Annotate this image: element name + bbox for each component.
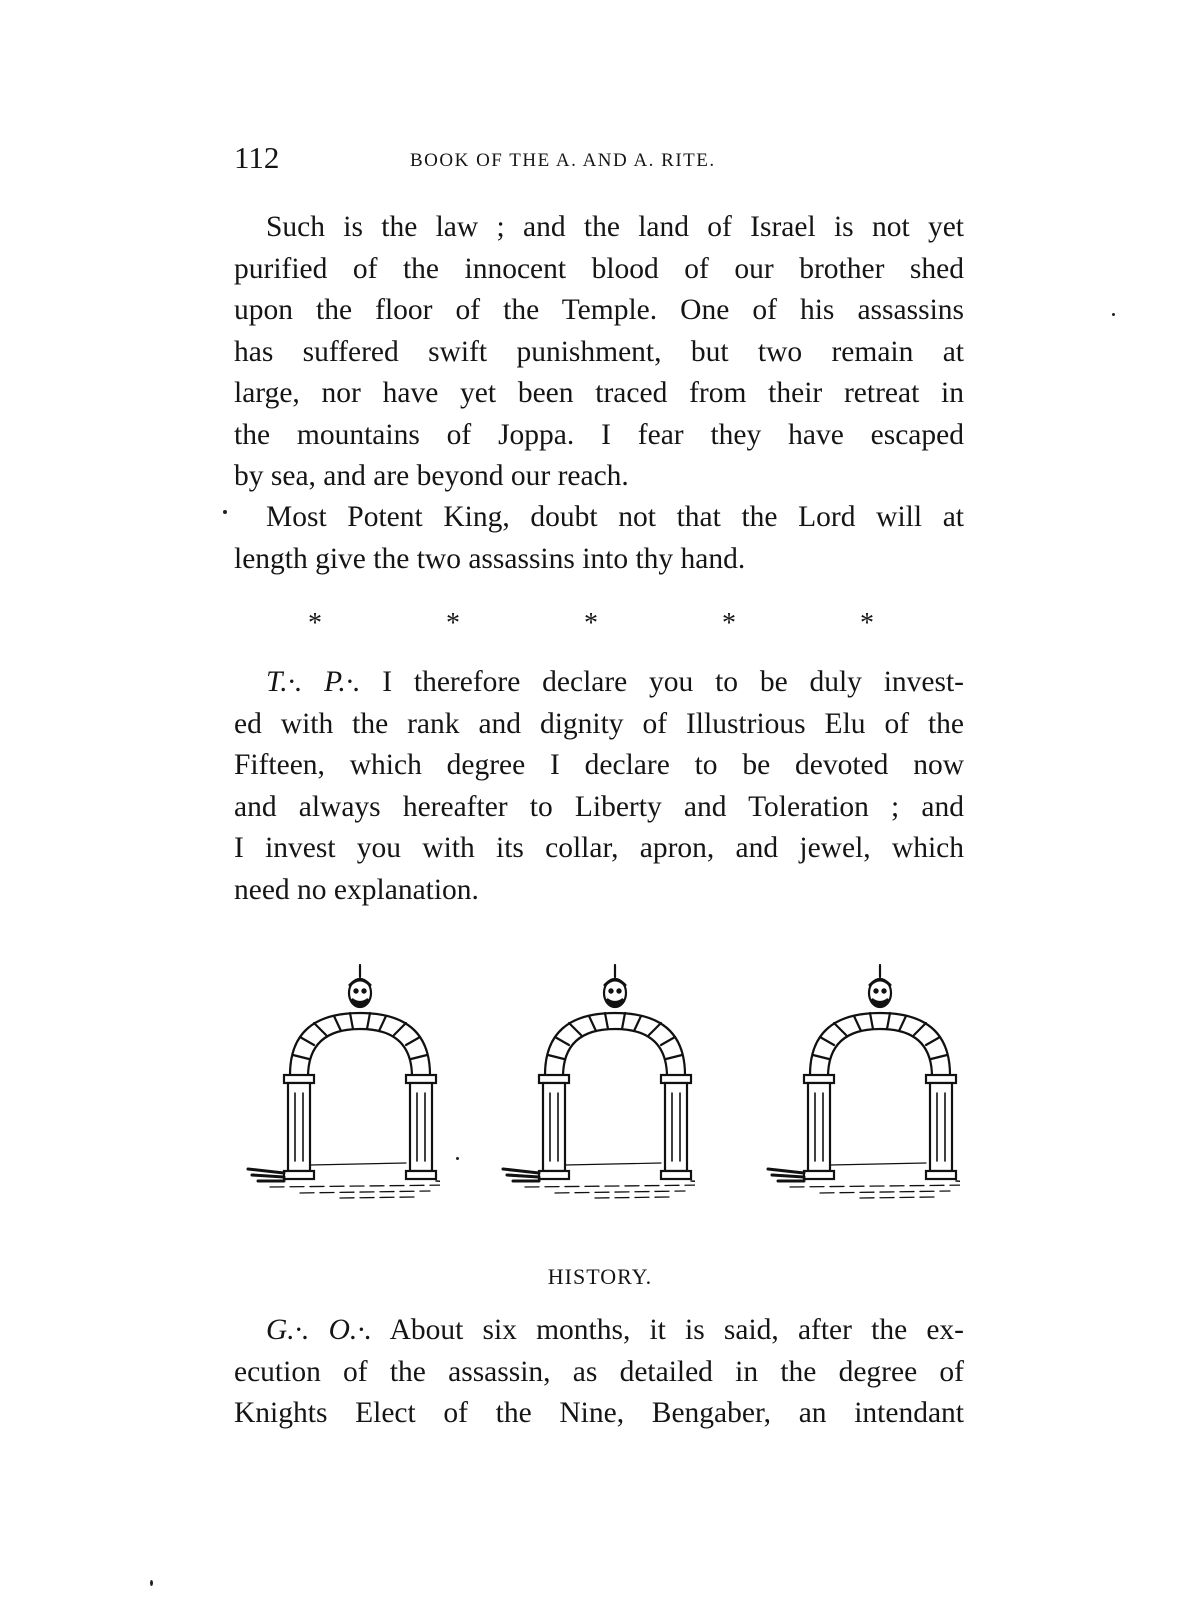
speaker-label: G.·. O.·. bbox=[266, 1314, 373, 1346]
text-line: has suffered swift punishment, but two remain at bbox=[234, 335, 964, 368]
text-line: by sea, and are beyond our reach. bbox=[234, 460, 629, 492]
text-line: upon the floor of the Temple. One of his assassins bbox=[234, 294, 964, 326]
text-line: Fifteen, which degree I declare to be devoted now bbox=[234, 749, 964, 781]
running-title: BOOK OF THE A. AND A. RITE. bbox=[410, 150, 716, 171]
asterisk: * bbox=[860, 608, 874, 639]
three-arches-illustration bbox=[220, 955, 980, 1215]
running-head bbox=[234, 140, 934, 180]
text-line: the mountains of Joppa. I fear they have escaped bbox=[234, 418, 964, 451]
text-line: ed with the rank and dignity of Illustrious Elu of the bbox=[234, 707, 964, 740]
paragraph-history bbox=[234, 1310, 964, 1435]
arch-illustration bbox=[240, 955, 440, 1215]
asterisk: * bbox=[308, 608, 322, 639]
paragraph-investiture bbox=[234, 662, 964, 911]
text-line bbox=[234, 1310, 964, 1352]
text-line: Most Potent King, doubt not that the Lord will at bbox=[266, 501, 964, 533]
text-line: I invest you with its collar, apron, and jewel, which bbox=[234, 832, 964, 864]
asterisk: * bbox=[584, 608, 598, 639]
arch-illustration bbox=[495, 955, 695, 1215]
text-line: and always hereafter to Liberty and Toleration ; and bbox=[234, 790, 964, 823]
text-line: Knights Elect of the Nine, Bengaber, an intendant bbox=[234, 1397, 964, 1429]
paragraph-reply bbox=[234, 497, 964, 580]
line-text: About six months, it is said, after the ex- bbox=[372, 1314, 965, 1346]
print-speck bbox=[150, 1580, 153, 1586]
line-text: I therefore declare you to be duly invest- bbox=[360, 666, 964, 698]
text-line bbox=[234, 662, 964, 704]
text-line: need no explanation. bbox=[234, 873, 479, 906]
asterisk-divider bbox=[300, 608, 900, 648]
print-speck bbox=[1112, 313, 1115, 316]
section-heading-history: HISTORY. bbox=[547, 1264, 653, 1289]
print-speck bbox=[456, 1157, 459, 1160]
paragraph-law bbox=[234, 207, 964, 498]
text-line: purified of the innocent blood of our brother shed bbox=[234, 252, 964, 285]
page-number: 112 bbox=[234, 140, 280, 175]
print-speck bbox=[223, 510, 227, 514]
text-line: large, nor have yet been traced from their retreat in bbox=[234, 377, 964, 409]
asterisk: * bbox=[722, 608, 736, 639]
text-line: length give the two assassins into thy hand. bbox=[234, 542, 746, 575]
asterisk: * bbox=[446, 608, 460, 639]
speaker-label: T.·. P.·. bbox=[266, 666, 361, 698]
text-line: ecution of the assassin, as detailed in the degree of bbox=[234, 1355, 964, 1388]
arch-illustration bbox=[760, 955, 960, 1215]
text-line: Such is the law ; and the land of Israel is not yet bbox=[266, 211, 964, 243]
